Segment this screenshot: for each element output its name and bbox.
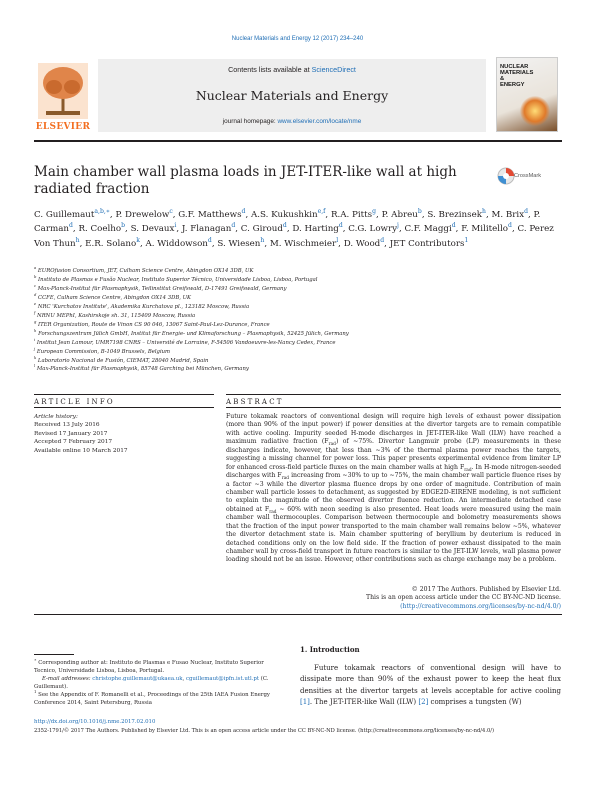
cover-title-line: &: [500, 76, 505, 83]
author-affiliation-marker[interactable]: b: [417, 208, 422, 216]
author-name[interactable]: P. Carman: [34, 210, 541, 235]
article-history: [34, 413, 214, 455]
introduction-heading: 1. Introduction: [300, 645, 360, 654]
author-affiliation-marker[interactable]: c: [169, 208, 173, 216]
author-name[interactable]: E.R. Solano: [85, 238, 137, 249]
abstract-text: Future tokamak reactors of conventional design will require high levels of exhaust power dissipation (more than 90% of the input power) if power densities at the divertor targets are to remain compatible with active cooling. Impurity seeded H-mode discharges in JET-ITER-like Wall (ILW) have reached a maximum radiative fraction $(F_{rad})$ of ~75%. Divertor Langmuir probe (LP) measurements in these discharges indicate, however, that less than ~3% of the thermal plasma power reaches the targets, suggesting a missing channel for power loss. This paper presents experimental evidence from limiter LP for enhanced cross-field particle fluxes on the main chamber walls at high $F_{rad}$. In H-mode nitrogen-seeded discharges with $F_{rad}$ increasing from ~30% to up to ~75%, the main chamber wall particle fluence rises by a factor ~3 while the divertor plasma fluence drops by one order of magnitude. Contribution of main chamber wall particle losses to detachment, as suggested by EDGE2D-EIRENE modeling, is not sufficient to explain the magnitude of the observed divertor fluence reduction. An intermediate detached case obtained at $F_{rad}$ ~ 60% with neon seeding is also presented. Heat loads were measured using the main chamber wall thermocouples. Comparison between thermocouple and bolometry measurements shows that the fraction of the input power transported to the main chamber wall remains below ~5%, whatever the divertor detachment state is. Main chamber sputtering of beryllium by deuterium is reduced in detached conditions only on the low field side. If the fraction of power exhaust dissipated to the main chamber wall by cross-field transport in future reactors is similar to the JET-ILW levels, wall plasma power loading should not be an issue. However, other contributions such as charge exchange may be a problem.: [226, 413, 561, 564]
homepage-line: journal homepage: www.elsevier.com/locate/nme: [222, 118, 362, 125]
author-affiliation-marker[interactable]: d: [508, 222, 512, 230]
author-affiliation-marker[interactable]: h: [260, 236, 265, 244]
author-affiliation-marker[interactable]: d: [231, 222, 236, 230]
introduction-text: Future tokamak reactors of conventional design will have to dissipate more than 90% of the exhaust power to keep the heat flux densities at the divertor targets at levels acceptable for active cooling [1]. The JET-ITER-like Wall (ILW) [2] comprises a tungsten (W): [300, 664, 561, 707]
affiliation-item: $^h$ Forschungszentrum Jülich GmbH, Institut für Energie- und Klimaforschung – Plasmaphysik, 52425 Jülich, Germany: [34, 328, 349, 337]
author-name[interactable]: J. Flanagan: [181, 224, 232, 235]
author-name[interactable]: A. Widdowson: [145, 238, 208, 249]
author-affiliation-marker[interactable]: a,b,∗: [94, 208, 110, 216]
author-name[interactable]: P. Abreu: [381, 210, 418, 220]
author-affiliation-marker[interactable]: d: [241, 208, 246, 216]
history-accepted: Accepted 7 February 2017: [34, 439, 113, 446]
affiliation-list: [34, 267, 562, 374]
history-received: Received 13 July 2016: [34, 422, 100, 429]
history-revised: Revised 17 January 2017: [34, 430, 108, 437]
abstract-rule: [226, 394, 561, 395]
elsevier-tree-logo: [34, 61, 92, 131]
author-affiliation-marker[interactable]: l: [336, 236, 339, 244]
author-name[interactable]: JET Contributors: [389, 238, 465, 249]
author-list: C. Guillemaut$^{a,b,∗}$, P. Drewelow$^c$, G.F. Matthews$^d$, A.S. Kukushkin$^{e,f}$, R.A. Pitts$^g$, P. Abreu$^b$, S. Brezinsek$^h$, M. Brix$^d$, P. Carman$^d$, R. Coelho$^b$, S. Devaux$^i$, J. Flanagan$^d$, C. Giroud$^d$, D. Harting$^d$, C.G. Lowry$^j$, C.F. Maggi$^d$, F. Militello$^d$, C. Perez Von Thun$^h$, E.R. Solano$^k$, A. Widdowson$^d$, S. Wiesen$^h$, M. Wischmeier$^l$, D. Wood$^d$, JET Contributors$^1$: [34, 208, 554, 249]
email-link-2[interactable]: cguillemaut@ipfn.ist.utl.pt: [185, 675, 260, 682]
author-affiliation-marker[interactable]: j: [397, 222, 399, 230]
doi-link[interactable]: http://dx.doi.org/10.1016/j.nme.2017.02.010: [34, 719, 156, 725]
affiliation-item: $^g$ ITER Organization, Route de Vinon CS 90 046, 13067 Saint-Paul-Lez-Durance, France: [34, 319, 270, 328]
affiliation-item: $^f$ NRNU MEPhI, Kashirskoje sh. 31, 115409 Moscow, Russia: [34, 311, 196, 319]
citation-link[interactable]: [2]: [418, 698, 429, 707]
article-info-heading: ARTICLE INFO: [34, 398, 115, 406]
journal-reference[interactable]: Nuclear Materials and Energy 12 (2017) 234–240: [231, 36, 364, 42]
author-name[interactable]: R. Coelho: [78, 224, 122, 235]
author-affiliation-marker[interactable]: d: [524, 208, 529, 216]
author-name[interactable]: S. Wiesen: [217, 238, 261, 249]
author-name[interactable]: C. Giroud: [240, 224, 283, 235]
author-name[interactable]: D. Harting: [292, 224, 339, 235]
author-name[interactable]: C. Perez Von Thun: [34, 224, 554, 249]
history-online: Available online 10 March 2017: [34, 447, 128, 454]
author-affiliation-marker[interactable]: i: [174, 222, 177, 230]
affiliation-item: $^b$ Instituto de Plasmas e Fusão Nuclear, Instituto Superior Técnico, Universidade Lisboa, Lisboa, Portugal: [34, 275, 318, 283]
author-name[interactable]: C.F. Maggi: [404, 224, 452, 235]
publisher-logo-text: ELSEVIER: [35, 122, 91, 132]
license-footer: 2352-1791/© 2017 The Authors. Published by Elsevier Ltd. This is an open access article under the CC BY-NC-ND license. (http://creativecommons.org/licenses/by-nc-nd/4.0/): [34, 728, 495, 734]
author-affiliation-marker[interactable]: d: [282, 222, 287, 230]
author-name[interactable]: G.F. Matthews: [178, 210, 242, 220]
affiliation-item: $^j$ European Commission, B-1049 Brussels, Belgium: [34, 346, 171, 355]
cover-title-line: MATERIALS: [500, 70, 534, 77]
cover-title-line: NUCLEAR: [500, 64, 529, 70]
author-name[interactable]: F. Militello: [461, 224, 509, 235]
copyright-line: © 2017 The Authors. Published by Elsevier Ltd.: [411, 586, 561, 593]
journal-title: Nuclear Materials and Energy: [195, 88, 389, 103]
author-affiliation-marker[interactable]: k: [136, 236, 140, 244]
affiliation-item: $^a$ EUROfusion Consortium, JET, Culham Science Centre, Abingdon OX14 3DB, UK: [34, 266, 254, 274]
author-affiliation-marker[interactable]: d: [338, 222, 343, 230]
footnote-contributors: $^1$ See the Appendix of F. Romanelli et al., Proceedings of the 25th IAEA Fusion Energy Conference 2014, Saint Petersburg, Russia: [34, 688, 270, 706]
author-affiliation-marker[interactable]: d: [451, 222, 456, 230]
author-affiliation-marker[interactable]: e,f: [317, 208, 326, 216]
email-link-1[interactable]: christophe.guillemaut@ukaea.uk: [92, 675, 183, 682]
copyright-block: [226, 586, 561, 611]
citation-link[interactable]: [1]: [300, 698, 310, 707]
author-affiliation-marker[interactable]: h: [482, 208, 486, 216]
author-affiliation-marker[interactable]: d: [207, 236, 212, 244]
cover-plasma-glow: [520, 96, 550, 126]
author-name[interactable]: M. Wischmeier: [269, 238, 337, 249]
license-line: This is an open access article under the CC BY-NC-ND license.: [365, 594, 561, 602]
author-name[interactable]: P. Drewelow: [115, 210, 170, 220]
article-title: Main chamber wall plasma loads in JET-ITER-like wall at high radiated fraction: [34, 164, 457, 197]
abstract-end-rule: [34, 614, 562, 615]
article-info-rule-bottom: [34, 407, 214, 408]
history-label: Article history:: [34, 414, 78, 420]
affiliation-item: $^d$ CCFE, Culham Science Centre, Abingdon OX14 3DB, UK: [34, 293, 192, 301]
sciencedirect-link[interactable]: ScienceDirect: [311, 65, 356, 74]
author-name[interactable]: A.S. Kukushkin: [250, 210, 318, 220]
author-name[interactable]: C. Guillemaut: [34, 210, 95, 220]
affiliation-item: $^e$ NRC 'Kurchatov Institute', Akademika Kurchatova pl., 123182 Moscow, Russia: [34, 302, 250, 310]
author-affiliation-marker[interactable]: 1: [464, 236, 469, 244]
author-affiliation-marker[interactable]: d: [69, 222, 73, 230]
cover-title: [500, 64, 556, 88]
affiliation-item: $^c$ Max-Planck-Institut für Plasmaphysik, Teilinstitut Greifswald, D-17491 Greifswald, Germany: [34, 284, 287, 292]
affiliation-item: $^i$ Institut Jean Lamour, UMR7198 CNRS – Université de Lorraine, F-54506 Vandoeuvre-les-Nancy Cedex, France: [34, 337, 336, 346]
author-name[interactable]: R.A. Pitts: [330, 210, 373, 220]
contents-line: Contents lists available at ScienceDirect: [228, 65, 356, 74]
abstract-heading: ABSTRACT: [226, 398, 284, 406]
affiliation-item: $^l$ Max-Planck-Institut für Plasmaphysik, 85748 Garching bei München, Germany: [34, 364, 249, 373]
footnote-divider: [34, 654, 74, 655]
homepage-link[interactable]: www.elsevier.com/locate/nme: [277, 118, 362, 125]
footnotes: [34, 657, 288, 707]
footnote-emails: E-mail addresses: christophe.guillemaut@ukaea.uk, cguillemaut@ipfn.ist.utl.pt (C. Guillemaut).: [34, 675, 269, 690]
abstract-rule-bottom: [226, 407, 561, 408]
affiliation-item: $^k$ Laboratorio Nacional de Fusión, CIEMAT, 28040 Madrid, Spain: [34, 355, 209, 364]
author-name[interactable]: M. Brix: [491, 210, 525, 220]
cover-title-line: ENERGY: [500, 82, 525, 89]
footnote-corresponding: ∗ Corresponding author at: Instituto de Plasmas e Fusao Nuclear, Instituto Superior Tecnico, Universidade Lisboa, Lisboa, Portugal.: [34, 657, 264, 674]
author-name[interactable]: C.G. Lowry: [348, 224, 398, 235]
header-divider: [34, 140, 562, 142]
author-affiliation-marker[interactable]: g: [372, 208, 377, 216]
author-name[interactable]: S. Devaux: [130, 224, 175, 235]
article-info-rule: [34, 394, 214, 395]
author-affiliation-marker[interactable]: h: [75, 236, 80, 244]
author-name[interactable]: D. Wood: [343, 238, 381, 249]
author-affiliation-marker[interactable]: b: [121, 222, 126, 230]
author-name[interactable]: S. Brezinsek: [427, 210, 483, 220]
author-affiliation-marker[interactable]: d: [380, 236, 385, 244]
crossmark-label[interactable]: CrossMark: [514, 173, 542, 179]
license-link[interactable]: (http://creativecommons.org/licenses/by-nc-nd/4.0/): [400, 602, 561, 610]
